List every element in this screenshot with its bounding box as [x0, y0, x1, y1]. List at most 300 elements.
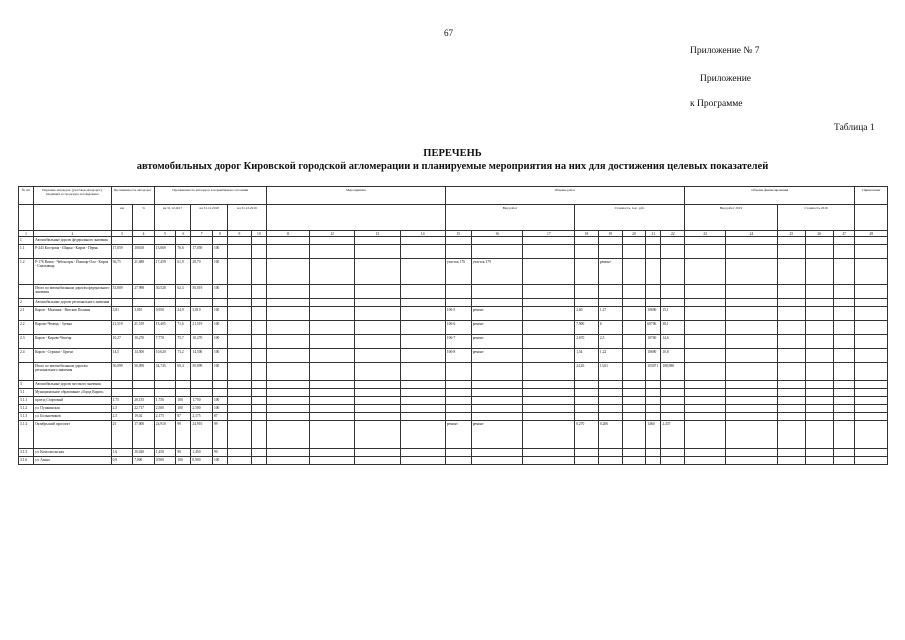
table-cell	[266, 449, 309, 457]
table-cell: 14,500	[191, 349, 213, 363]
table-cell	[310, 457, 355, 465]
table-cell	[266, 381, 309, 389]
table-cell	[833, 381, 855, 389]
table-cell	[833, 349, 855, 363]
table-cell: 75,7	[176, 335, 191, 349]
table-cell	[400, 259, 445, 285]
table-cell	[622, 349, 646, 363]
table-cell	[471, 405, 523, 413]
table-cell: проезд Стартовый	[34, 397, 112, 405]
table-cell: 24,910	[154, 421, 176, 449]
table-cell	[575, 245, 599, 259]
table-cell	[310, 335, 355, 349]
table-cell	[685, 389, 726, 397]
table-cell	[445, 237, 471, 245]
table-cell	[805, 389, 833, 397]
table-cell	[310, 389, 355, 397]
table-cell	[523, 299, 575, 307]
table-cell	[855, 397, 888, 405]
table-cell	[685, 245, 726, 259]
table-cell	[726, 259, 778, 285]
table-cell	[855, 299, 888, 307]
table-cell: 0,270	[575, 421, 599, 449]
table-cell	[251, 457, 266, 465]
table-row	[19, 259, 888, 285]
table-cell: 100	[176, 405, 191, 413]
table-cell	[805, 245, 833, 259]
table-cell	[646, 237, 661, 245]
table-cell	[622, 321, 646, 335]
table-cell	[310, 449, 355, 457]
table-cell	[154, 381, 176, 389]
table-cell	[133, 237, 155, 245]
table-cell	[111, 299, 133, 307]
table-cell: 100	[212, 285, 227, 299]
column-number-cell: 12	[310, 231, 355, 237]
table-cell: 99	[176, 421, 191, 449]
table-cell: 76,6	[176, 245, 191, 259]
table-cell: 0,900	[154, 457, 176, 465]
table-cell	[726, 363, 778, 381]
table-cell	[310, 397, 355, 405]
column-number-cell: 16	[471, 231, 523, 237]
table-cell	[111, 389, 133, 397]
table-cell	[400, 405, 445, 413]
table-cell	[598, 405, 622, 413]
table-cell	[622, 405, 646, 413]
table-cell: 0,900	[191, 457, 213, 465]
table-cell: 50,099	[191, 363, 213, 381]
table-cell	[685, 307, 726, 321]
table-cell	[445, 389, 471, 397]
header-cell: на 31.12.2018	[191, 205, 228, 231]
table-cell	[661, 405, 685, 413]
table-cell	[355, 321, 400, 335]
header-cell: Примечание	[855, 187, 888, 205]
table-cell: 2,175	[191, 413, 213, 421]
table-cell	[523, 405, 575, 413]
table-cell	[251, 381, 266, 389]
table-cell	[355, 421, 400, 449]
table-label: Таблица 1	[834, 123, 875, 133]
table-cell	[805, 349, 833, 363]
table-cell	[355, 381, 400, 389]
table-cell: ул. Комсомольская	[34, 449, 112, 457]
table-cell	[805, 237, 833, 245]
table-cell	[133, 389, 155, 397]
table-cell	[445, 363, 471, 381]
table-cell	[661, 299, 685, 307]
table-cell	[400, 237, 445, 245]
table-cell: 10,270	[133, 335, 155, 349]
table-cell	[191, 389, 213, 397]
table-cell	[855, 421, 888, 449]
table-cell: 87	[212, 413, 227, 421]
column-number-cell: 25	[777, 231, 805, 237]
table-cell: ремонт	[471, 307, 523, 321]
table-cell: участок 179	[471, 259, 523, 285]
table-cell: 100	[176, 397, 191, 405]
header-cell: Вид работ	[445, 205, 574, 231]
table-cell	[646, 413, 661, 421]
table-cell	[228, 389, 252, 397]
header-cell: Перечень автодорог (участков автодорог), входящих в городскую агломерацию	[34, 187, 112, 205]
table-cell: 2,500	[191, 405, 213, 413]
table-cell: 61,9	[176, 259, 191, 285]
table-cell: 21,519	[133, 321, 155, 335]
table-cell	[777, 413, 805, 421]
table-cell	[726, 421, 778, 449]
table-cell	[266, 259, 309, 285]
table-cell: 20,155	[133, 397, 155, 405]
table-cell	[777, 457, 805, 465]
table-cell	[310, 245, 355, 259]
table-subheader-row	[19, 205, 888, 231]
table-cell: 100	[212, 363, 227, 381]
table-cell	[266, 307, 309, 321]
table-cell	[228, 321, 252, 335]
column-number-cell: 3	[111, 231, 133, 237]
table-cell	[726, 299, 778, 307]
table-cell	[266, 349, 309, 363]
table-cell	[833, 405, 855, 413]
table-cell: ремонт	[471, 321, 523, 335]
table-cell: 1,750	[191, 397, 213, 405]
table-cell: 2,175	[154, 413, 176, 421]
table-cell	[355, 413, 400, 421]
table-cell: 69706	[646, 321, 661, 335]
table-cell: 103071	[646, 363, 661, 381]
table-cell	[228, 363, 252, 381]
table-cell	[251, 389, 266, 397]
table-cell	[176, 389, 191, 397]
table-cell	[523, 389, 575, 397]
table-cell	[685, 421, 726, 449]
table-cell	[833, 449, 855, 457]
column-number-cell: 18	[575, 231, 599, 237]
table-cell: 3,81	[111, 307, 133, 321]
table-cell	[598, 237, 622, 245]
table-cell	[622, 307, 646, 321]
table-cell	[111, 381, 133, 389]
table-cell	[310, 413, 355, 421]
table-cell: 38,1	[661, 321, 685, 335]
column-number-cell: 14	[400, 231, 445, 237]
table-cell: 100	[212, 321, 227, 335]
table-cell: 2.4	[19, 349, 34, 363]
column-number-cell: 8	[212, 231, 227, 237]
table-cell	[251, 299, 266, 307]
table-cell	[310, 405, 355, 413]
table-cell: 1,6	[111, 449, 133, 457]
table-cell	[523, 397, 575, 405]
table-cell	[251, 259, 266, 285]
table-cell	[228, 397, 252, 405]
table-cell: 2,437	[661, 421, 685, 449]
table-cell	[855, 335, 888, 349]
table-cell	[622, 335, 646, 349]
table-cell: Киров - Малмыж - Вятские Поляны	[34, 307, 112, 321]
table-cell	[661, 237, 685, 245]
table-cell: 10,020	[133, 449, 155, 457]
table-cell	[523, 363, 575, 381]
table-cell	[646, 381, 661, 389]
table-cell	[523, 307, 575, 321]
table-cell	[400, 389, 445, 397]
table-cell	[598, 299, 622, 307]
table-cell	[777, 405, 805, 413]
table-cell	[833, 245, 855, 259]
table-cell	[575, 449, 599, 457]
table-cell	[228, 381, 252, 389]
table-cell	[355, 349, 400, 363]
table-cell	[266, 389, 309, 397]
table-cell	[228, 449, 252, 457]
table-cell	[598, 245, 622, 259]
table-cell: 3.1.5	[19, 449, 34, 457]
column-number-cell: 7	[191, 231, 213, 237]
table-cell	[646, 259, 661, 285]
table-cell: ремонт	[471, 335, 523, 349]
table-cell	[833, 413, 855, 421]
table-cell: 28,70	[191, 259, 213, 285]
table-cell	[833, 321, 855, 335]
table-cell	[685, 349, 726, 363]
table-cell	[266, 363, 309, 381]
table-cell: 15,405	[154, 321, 176, 335]
table-cell	[523, 381, 575, 389]
header-cell: Вид работ 2019	[685, 205, 778, 231]
table-cell: 10,270	[191, 335, 213, 349]
table-cell	[661, 381, 685, 389]
table-cell: 2,670	[575, 335, 599, 349]
table-cell	[622, 449, 646, 457]
table-cell	[310, 321, 355, 335]
table-row	[19, 299, 888, 307]
table-cell: 100	[212, 349, 227, 363]
table-cell	[310, 349, 355, 363]
table-cell	[212, 237, 227, 245]
table-cell: 73,2	[176, 349, 191, 363]
table-cell: 21,519	[111, 321, 133, 335]
table-cell: 14,5	[111, 349, 133, 363]
table-cell: 2.1	[19, 307, 34, 321]
table-cell: ул. Азина	[34, 457, 112, 465]
table-cell	[266, 245, 309, 259]
table-cell: 17,059	[111, 245, 133, 259]
table-cell: 69,4	[176, 363, 191, 381]
table-cell	[266, 237, 309, 245]
table-cell	[228, 259, 252, 285]
appendix-label: Приложение	[700, 74, 751, 84]
table-cell	[855, 405, 888, 413]
table-cell	[598, 381, 622, 389]
table-cell	[661, 449, 685, 457]
table-cell	[523, 245, 575, 259]
table-cell	[598, 449, 622, 457]
table-cell: 71,6	[176, 321, 191, 335]
table-cell	[646, 397, 661, 405]
table-cell	[855, 389, 888, 397]
table-cell	[400, 381, 445, 389]
table-cell: 13,61	[598, 363, 622, 381]
table-cell	[805, 307, 833, 321]
table-cell	[646, 457, 661, 465]
table-cell	[400, 413, 445, 421]
header-cell: на 31.12.2017	[154, 205, 191, 231]
table-cell	[777, 321, 805, 335]
table-cell: участок 176	[445, 259, 471, 285]
table-cell	[400, 335, 445, 349]
table-cell: 17,459	[154, 259, 176, 285]
table-cell	[598, 285, 622, 299]
table-cell	[833, 335, 855, 349]
table-row	[19, 397, 888, 405]
table-cell	[646, 299, 661, 307]
table-cell: 50,019	[191, 285, 213, 299]
table-row	[19, 237, 888, 245]
table-cell: 106-7	[445, 335, 471, 349]
table-cell	[266, 421, 309, 449]
table-cell	[598, 413, 622, 421]
table-cell	[777, 449, 805, 457]
appendix-program: к Программе	[690, 99, 743, 109]
table-cell	[266, 413, 309, 421]
table-cell	[685, 363, 726, 381]
table-cell	[133, 381, 155, 389]
table-cell	[471, 389, 523, 397]
table-cell	[310, 259, 355, 285]
table-cell: Автомобильные дороги местного значения	[34, 381, 112, 389]
table-cell	[355, 307, 400, 321]
table-cell	[855, 457, 888, 465]
header-cell: %	[133, 205, 155, 231]
table-cell: Итого по автомобильным дорогам регионального значения	[34, 363, 112, 381]
table-cell	[685, 285, 726, 299]
table-cell	[19, 363, 34, 381]
table-cell	[445, 299, 471, 307]
table-cell: ремонт	[598, 259, 622, 285]
table-cell	[154, 299, 176, 307]
table-cell	[726, 245, 778, 259]
table-cell	[622, 363, 646, 381]
table-cell	[251, 307, 266, 321]
column-number-cell: 27	[833, 231, 855, 237]
table-cell: 100	[176, 457, 191, 465]
table-cell	[805, 457, 833, 465]
table-body	[19, 237, 888, 465]
table-cell	[622, 259, 646, 285]
column-number-cell: 15	[445, 231, 471, 237]
table-cell	[355, 245, 400, 259]
table-cell: 30,528	[154, 285, 176, 299]
table-cell	[523, 413, 575, 421]
table-cell	[445, 381, 471, 389]
table-cell	[805, 335, 833, 349]
table-cell	[622, 421, 646, 449]
document-subtitle: автомобильных дорог Кировской городской агломерации и планируемые мероприятия на них для достижения целевых показателей	[136, 161, 769, 172]
table-cell	[685, 405, 726, 413]
table-cell: 90	[176, 449, 191, 457]
table-cell	[251, 321, 266, 335]
table-row	[19, 405, 888, 413]
table-cell	[777, 285, 805, 299]
table-cell	[355, 285, 400, 299]
table-cell	[228, 245, 252, 259]
table-cell	[685, 381, 726, 389]
table-cell: 24,910	[191, 421, 213, 449]
table-cell: 6	[598, 321, 622, 335]
table-row	[19, 363, 888, 381]
column-number-cell: 11	[266, 231, 309, 237]
table-cell	[251, 449, 266, 457]
table-cell	[575, 299, 599, 307]
table-cell: 100	[212, 457, 227, 465]
table-row	[19, 307, 888, 321]
table-cell	[833, 421, 855, 449]
table-cell	[575, 413, 599, 421]
table-cell	[855, 381, 888, 389]
table-cell	[805, 285, 833, 299]
table-cell	[355, 389, 400, 397]
column-number-cell: 4	[133, 231, 155, 237]
table-cell	[523, 259, 575, 285]
table-cell	[228, 457, 252, 465]
document-title: ПЕРЕЧЕНЬ	[423, 148, 482, 159]
table-cell	[855, 285, 888, 299]
table-cell	[622, 245, 646, 259]
table-cell: 100	[212, 245, 227, 259]
table-cell	[228, 335, 252, 349]
table-cell: 1,27	[598, 307, 622, 321]
table-cell: 1,450	[154, 449, 176, 457]
table-cell	[726, 397, 778, 405]
table-cell	[355, 405, 400, 413]
table-cell	[523, 237, 575, 245]
table-cell	[661, 259, 685, 285]
table-cell	[445, 457, 471, 465]
table-cell	[598, 457, 622, 465]
table-cell	[805, 321, 833, 335]
table-cell	[266, 335, 309, 349]
table-cell: 15,1	[661, 307, 685, 321]
table-cell	[523, 457, 575, 465]
table-cell	[228, 237, 252, 245]
table-cell	[266, 397, 309, 405]
table-cell	[575, 397, 599, 405]
table-cell: 106-8	[445, 349, 471, 363]
column-number-cell: 5	[154, 231, 176, 237]
header-cell: км	[111, 205, 133, 231]
table-cell: 0,206	[598, 421, 622, 449]
table-cell: 19,02	[133, 413, 155, 421]
header-cell: на 31.12.2019	[228, 205, 267, 231]
table-cell: 2	[19, 299, 34, 307]
table-cell	[251, 349, 266, 363]
table-cell: 10,8	[661, 349, 685, 363]
table-cell: 24,9	[176, 307, 191, 321]
column-number-cell: 23	[685, 231, 726, 237]
table-cell	[661, 245, 685, 259]
table-cell	[661, 389, 685, 397]
table-row	[19, 449, 888, 457]
table-cell: 3.1.4	[19, 421, 34, 449]
table-cell	[622, 389, 646, 397]
table-cell: 0,9	[111, 457, 133, 465]
table-cell: Кирово-Чепецк - Зуевка	[34, 321, 112, 335]
table-cell: 2.3	[19, 335, 34, 349]
table-cell	[777, 421, 805, 449]
